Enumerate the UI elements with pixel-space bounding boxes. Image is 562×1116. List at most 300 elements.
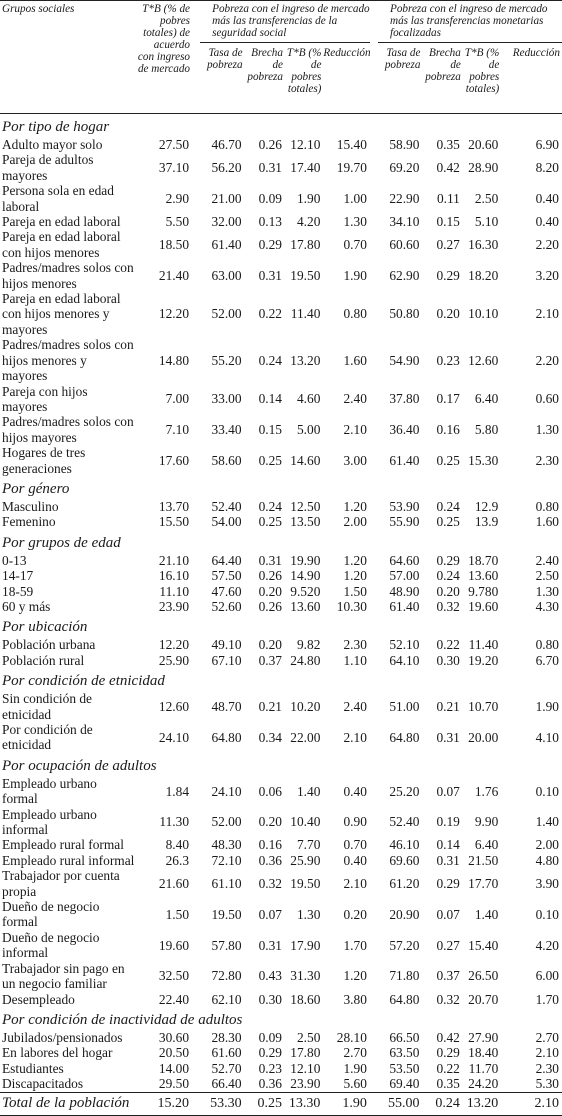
table-cell: 2.00 xyxy=(535,837,559,853)
table-cell: 0.07 xyxy=(436,906,460,922)
table-cell: 14.00 xyxy=(158,1060,190,1076)
table-cell: 69.40 xyxy=(389,1076,420,1092)
table-cell: 12.60 xyxy=(468,352,499,368)
table-cell: 9.520 xyxy=(290,583,321,599)
header-rate-2: Tasa de pobreza xyxy=(384,47,421,71)
header-gap-1: Brecha de pobreza xyxy=(247,47,283,83)
table-cell: 25.90 xyxy=(158,652,190,668)
table-cell: 12.10 xyxy=(290,137,321,152)
table-cell: 0.09 xyxy=(258,1029,282,1045)
table-cell: 0.16 xyxy=(258,837,282,853)
table-cell: 69.20 xyxy=(389,160,420,176)
table-cell: 21.50 xyxy=(468,852,499,868)
table-cell: 0.31 xyxy=(436,729,460,745)
table-row xyxy=(0,899,562,930)
table-cell: 27.90 xyxy=(468,1029,499,1045)
table-cell: 0.31 xyxy=(258,160,282,176)
table-cell: 23.90 xyxy=(290,1076,321,1092)
table-cell: 61.40 xyxy=(389,598,420,614)
row-label: Padres/madres solos con hijos menores y mayores xyxy=(2,337,134,384)
table-row xyxy=(0,1061,562,1076)
table-cell: 7.70 xyxy=(296,837,321,853)
table-cell: 5.00 xyxy=(296,422,321,438)
row-label: Pareja en edad laboral con hijos menores xyxy=(2,229,121,260)
table-cell: 24.80 xyxy=(290,652,321,668)
table-cell: 61.10 xyxy=(211,875,242,891)
row-label: Persona sola en edad laboral xyxy=(2,183,114,214)
table-cell: 10.20 xyxy=(290,698,321,714)
table-row xyxy=(0,637,562,652)
table-cell: 21.10 xyxy=(158,552,190,568)
row-label: Empleado urbano formal xyxy=(2,775,97,807)
table-cell: 37.10 xyxy=(158,160,190,176)
table-row xyxy=(0,992,562,1007)
table-cell: 9.82 xyxy=(296,637,321,653)
table-cell: 0.29 xyxy=(436,552,460,568)
table-row xyxy=(0,260,562,291)
table-cell: 57.00 xyxy=(389,568,420,584)
table-cell: 4.60 xyxy=(296,391,321,407)
table-cell: 61.40 xyxy=(211,237,242,253)
table-cell: 0.24 xyxy=(258,498,282,514)
table-cell: 10.30 xyxy=(336,598,367,614)
row-label: Hogares de tres generaciones xyxy=(2,445,86,476)
table-cell: 17.80 xyxy=(290,237,321,253)
table-row xyxy=(0,414,562,445)
table-cell: 16.10 xyxy=(158,568,190,584)
total-cell: 0.24 xyxy=(422,1092,462,1115)
table-cell: 19.50 xyxy=(211,906,242,922)
table-cell: 49.10 xyxy=(211,637,242,653)
table-cell: 0.10 xyxy=(535,783,559,799)
table-cell: 6.40 xyxy=(474,391,499,407)
table-row xyxy=(0,776,562,807)
row-label: Trabajador por cuenta propia xyxy=(2,868,120,899)
table-cell: 0.20 xyxy=(258,583,282,599)
table-cell: 52.00 xyxy=(211,814,242,830)
table-cell: 64.40 xyxy=(211,552,242,568)
row-label: Población rural xyxy=(2,652,85,668)
row-label: En labores del hogar xyxy=(2,1045,113,1061)
table-cell: 0.24 xyxy=(436,498,460,514)
table-cell: 21.00 xyxy=(211,190,242,206)
header-tb-2: T*B (% de pobres totales) xyxy=(464,47,500,95)
table-cell: 2.50 xyxy=(535,568,559,584)
table-cell: 14.60 xyxy=(290,452,321,468)
table-cell: 18.60 xyxy=(290,991,321,1007)
table-cell: 2.00 xyxy=(343,514,367,530)
table-cell: 19.50 xyxy=(290,875,321,891)
table-cell: 33.40 xyxy=(211,422,242,438)
table-cell: 0.31 xyxy=(258,552,282,568)
table-cell: 1.70 xyxy=(343,937,367,953)
table-row xyxy=(0,183,562,214)
table-row xyxy=(0,384,562,415)
table-cell: 0.90 xyxy=(343,814,367,830)
total-cell: 53.30 xyxy=(200,1092,244,1115)
table-cell: 3.80 xyxy=(343,991,367,1007)
table-cell: 0.20 xyxy=(343,906,367,922)
table-cell: 0.23 xyxy=(258,1060,282,1076)
table-row xyxy=(0,514,562,529)
table-row xyxy=(0,599,562,614)
table-cell: 0.11 xyxy=(436,190,460,206)
table-cell: 2.20 xyxy=(535,237,559,253)
table-cell: 0.15 xyxy=(258,422,282,438)
table-cell: 5.10 xyxy=(474,214,499,230)
table-cell: 5.50 xyxy=(165,214,190,230)
table-cell: 0.30 xyxy=(436,652,460,668)
table-cell: 0.29 xyxy=(258,237,282,253)
table-cell: 16.30 xyxy=(468,237,499,253)
table-cell: 61.60 xyxy=(211,1045,242,1061)
table-row xyxy=(0,1030,562,1045)
row-label: Pareja en edad laboral con hijos menores y mayores xyxy=(2,291,121,337)
table-cell: 1.10 xyxy=(343,652,367,668)
header-tb-1: T*B (% de pobres totales) xyxy=(286,47,322,95)
table-cell: 0.34 xyxy=(258,729,282,745)
table-cell: 50.80 xyxy=(389,306,420,322)
table-cell: 0.43 xyxy=(258,968,282,984)
table-cell: 1.30 xyxy=(343,214,367,230)
table-cell: 0.10 xyxy=(535,906,559,922)
total-cell: 55.00 xyxy=(378,1092,422,1115)
table-cell: 1.20 xyxy=(343,498,367,514)
row-label: Adulto mayor solo xyxy=(2,137,103,152)
table-cell: 20.00 xyxy=(468,729,499,745)
table-cell: 63.50 xyxy=(389,1045,420,1061)
table-cell: 17.40 xyxy=(290,160,321,176)
row-label: Padres/madres solos con hijos mayores xyxy=(2,414,134,445)
table-cell: 0.36 xyxy=(258,1076,282,1092)
table-cell: 15.50 xyxy=(158,514,190,530)
table-cell: 30.60 xyxy=(158,1029,190,1045)
table-cell: 28.10 xyxy=(336,1029,367,1045)
table-row xyxy=(0,722,562,753)
table-cell: 12.9 xyxy=(474,498,499,514)
table-row xyxy=(0,137,562,152)
row-label: Empleado rural informal xyxy=(2,852,135,868)
table-cell: 13.70 xyxy=(158,498,190,514)
table-cell: 17.80 xyxy=(290,1045,321,1061)
table-cell: 1.50 xyxy=(165,906,190,922)
table-cell: 64.10 xyxy=(389,652,420,668)
total-cell: 0.25 xyxy=(245,1092,285,1115)
table-cell: 0.80 xyxy=(535,498,559,514)
table-cell: 23.90 xyxy=(158,598,190,614)
table-cell: 20.70 xyxy=(468,991,499,1007)
table-cell: 54.90 xyxy=(389,352,420,368)
table-cell: 0.21 xyxy=(258,698,282,714)
table-cell: 2.40 xyxy=(343,698,367,714)
table-row xyxy=(0,837,562,852)
row-label: Estudiantes xyxy=(2,1060,64,1076)
table-cell: 64.80 xyxy=(389,991,420,1007)
header-focused-transfers-block: Pobreza con el ingreso de mercado más las transferencias monetarias focalizadas xyxy=(378,1,562,43)
table-row xyxy=(0,152,562,183)
table-cell: 18.20 xyxy=(468,267,499,283)
table-cell: 0.20 xyxy=(436,583,460,599)
table-cell: 0.22 xyxy=(436,1060,460,1076)
table-cell: 61.20 xyxy=(389,875,420,891)
table-cell: 0.21 xyxy=(436,698,460,714)
table-cell: 37.80 xyxy=(389,391,420,407)
table-cell: 32.50 xyxy=(158,968,190,984)
table-cell: 17.70 xyxy=(468,875,499,891)
table-cell: 1.20 xyxy=(343,968,367,984)
table-cell: 64.80 xyxy=(389,729,420,745)
table-cell: 18.50 xyxy=(158,237,190,253)
table-cell: 4.30 xyxy=(535,598,559,614)
table-cell: 2.30 xyxy=(535,1060,559,1076)
table-cell: 18.40 xyxy=(468,1045,499,1061)
table-cell: 2.20 xyxy=(535,352,559,368)
table-cell: 0.09 xyxy=(258,190,282,206)
table-cell: 19.90 xyxy=(290,552,321,568)
table-cell: 0.06 xyxy=(258,783,282,799)
section-title: Por condición de etnicidad xyxy=(2,673,165,690)
header-gap-2: Brecha de pobreza xyxy=(425,47,461,83)
table-cell: 58.60 xyxy=(211,452,242,468)
table-cell: 2.70 xyxy=(535,1029,559,1045)
row-label: Jubilados/pensionados xyxy=(2,1029,123,1045)
table-cell: 5.30 xyxy=(535,1076,559,1092)
table-cell: 1.84 xyxy=(165,783,190,799)
table-cell: 14.90 xyxy=(290,568,321,584)
table-cell: 2.10 xyxy=(535,306,559,322)
table-cell: 12.50 xyxy=(290,498,321,514)
table-cell: 46.10 xyxy=(389,837,420,853)
table-cell: 21.40 xyxy=(158,267,190,283)
table-cell: 0.23 xyxy=(436,352,460,368)
section-header xyxy=(0,614,562,637)
table-cell: 8.20 xyxy=(535,160,559,176)
table-cell: 2.50 xyxy=(474,190,499,206)
table-cell: 0.31 xyxy=(258,937,282,953)
table-row xyxy=(0,499,562,514)
table-cell: 60.60 xyxy=(389,237,420,253)
table-cell: 57.50 xyxy=(211,568,242,584)
table-cell: 52.40 xyxy=(389,814,420,830)
table-row xyxy=(0,868,562,899)
table-cell: 0.07 xyxy=(258,906,282,922)
table-cell: 22.90 xyxy=(389,190,420,206)
table-cell: 48.90 xyxy=(389,583,420,599)
table-cell: 0.24 xyxy=(258,352,282,368)
row-label: Por condición de etnicidad xyxy=(2,722,93,753)
table-cell: 6.70 xyxy=(535,652,559,668)
table-cell: 0.22 xyxy=(258,306,282,322)
row-label: 18-59 xyxy=(2,583,34,599)
section-header xyxy=(0,668,562,691)
table-cell: 0.29 xyxy=(436,875,460,891)
table-row xyxy=(0,1045,562,1060)
row-label: Pareja de adultos mayores xyxy=(2,152,94,183)
table-cell: 1.90 xyxy=(343,267,367,283)
section-title: Por ubicación xyxy=(2,619,88,636)
table-cell: 52.00 xyxy=(211,306,242,322)
table-cell: 11.40 xyxy=(468,637,499,653)
table-row xyxy=(0,568,562,583)
table-cell: 0.70 xyxy=(343,837,367,853)
table-cell: 15.40 xyxy=(468,937,499,953)
table-cell: 0.20 xyxy=(436,306,460,322)
table-cell: 0.31 xyxy=(258,267,282,283)
table-cell: 28.90 xyxy=(468,160,499,176)
header-social-security-block: Pobreza con el ingreso de mercado más las transferencias de la seguridad social xyxy=(200,1,370,43)
table-cell: 19.60 xyxy=(158,937,190,953)
row-label: Padres/madres solos con hijos menores xyxy=(2,260,134,291)
table-cell: 9.780 xyxy=(468,583,499,599)
table-cell: 1.60 xyxy=(535,514,559,530)
table-cell: 66.40 xyxy=(211,1076,242,1092)
table-cell: 24.10 xyxy=(158,729,190,745)
table-cell: 0.37 xyxy=(436,968,460,984)
table-cell: 3.90 xyxy=(535,875,559,891)
total-cell: 13.30 xyxy=(285,1092,323,1115)
table-cell: 46.70 xyxy=(211,137,242,152)
table-cell: 52.10 xyxy=(389,637,420,653)
table-cell: 0.60 xyxy=(535,391,559,407)
table-cell: 4.20 xyxy=(296,214,321,230)
table-row xyxy=(0,961,562,992)
table-cell: 64.60 xyxy=(389,552,420,568)
table-cell: 52.60 xyxy=(211,598,242,614)
table-cell: 14.80 xyxy=(158,352,190,368)
table-cell: 2.10 xyxy=(343,729,367,745)
table-cell: 0.30 xyxy=(258,991,282,1007)
table-cell: 1.40 xyxy=(474,906,499,922)
table-cell: 66.50 xyxy=(389,1029,420,1045)
table-cell: 0.35 xyxy=(436,137,460,152)
row-label: Dueño de negocio informal xyxy=(2,929,100,961)
table-cell: 1.20 xyxy=(343,568,367,584)
table-cell: 0.25 xyxy=(258,514,282,530)
row-label: Empleado rural formal xyxy=(2,837,124,853)
table-cell: 61.40 xyxy=(389,452,420,468)
table-cell: 2.50 xyxy=(296,1029,321,1045)
section-title: Por género xyxy=(2,480,70,497)
table-cell: 11.40 xyxy=(290,306,321,322)
table-cell: 0.29 xyxy=(258,1045,282,1061)
table-cell: 0.80 xyxy=(535,637,559,653)
table-cell: 48.70 xyxy=(211,698,242,714)
table-row xyxy=(0,229,562,260)
table-cell: 7.00 xyxy=(165,391,190,407)
table-cell: 20.90 xyxy=(389,906,420,922)
table-cell: 57.20 xyxy=(389,937,420,953)
total-cell: 15.20 xyxy=(135,1092,192,1115)
table-cell: 6.40 xyxy=(474,837,499,853)
table-cell: 0.14 xyxy=(258,391,282,407)
table-cell: 13.60 xyxy=(468,568,499,584)
table-cell: 2.40 xyxy=(343,391,367,407)
total-cell: 1.90 xyxy=(323,1092,370,1115)
table-cell: 0.40 xyxy=(343,852,367,868)
row-label: Población urbana xyxy=(2,637,96,653)
table-cell: 0.42 xyxy=(436,160,460,176)
table-cell: 13.20 xyxy=(290,352,321,368)
table-cell: 1.90 xyxy=(535,698,559,714)
table-cell: 13.60 xyxy=(290,598,321,614)
table-cell: 1.20 xyxy=(343,552,367,568)
table-cell: 72.80 xyxy=(211,968,242,984)
table-cell: 53.90 xyxy=(389,498,420,514)
table-cell: 1.50 xyxy=(343,583,367,599)
total-label: Total de la población xyxy=(0,1092,135,1115)
table-cell: 34.10 xyxy=(389,214,420,230)
table-cell: 2.70 xyxy=(343,1045,367,1061)
table-cell: 0.32 xyxy=(436,991,460,1007)
table-cell: 11.30 xyxy=(159,814,190,830)
table-cell: 0.31 xyxy=(436,852,460,868)
table-cell: 2.90 xyxy=(165,190,190,206)
section-title: Por grupos de edad xyxy=(2,534,121,551)
table-cell: 0.80 xyxy=(343,306,367,322)
table-cell: 0.17 xyxy=(436,391,460,407)
row-label: Masculino xyxy=(2,498,59,514)
table-cell: 0.32 xyxy=(436,598,460,614)
table-cell: 55.90 xyxy=(389,514,420,530)
table-cell: 17.90 xyxy=(290,937,321,953)
table-cell: 19.20 xyxy=(468,652,499,668)
table-cell: 0.22 xyxy=(436,637,460,653)
table-cell: 0.26 xyxy=(258,137,282,152)
row-label: 0-13 xyxy=(2,552,27,568)
table-cell: 6.00 xyxy=(535,968,559,984)
header-reduction-2: Reducción xyxy=(512,47,560,59)
row-label: Trabajador sin pago en un negocio familiar xyxy=(2,960,125,992)
table-cell: 0.29 xyxy=(436,1045,460,1061)
table-cell: 62.10 xyxy=(211,991,242,1007)
table-cell: 6.90 xyxy=(535,137,559,152)
table-cell: 12.10 xyxy=(290,1060,321,1076)
table-cell: 0.16 xyxy=(436,422,460,438)
table-cell: 11.10 xyxy=(159,583,190,599)
header-tb-market: T*B (% de pobres totales) de acuerdo con ingreso de mercado xyxy=(135,1,192,114)
table-cell: 19.70 xyxy=(336,160,367,176)
table-cell: 12.60 xyxy=(158,698,190,714)
table-cell: 26.3 xyxy=(165,852,190,868)
table-cell: 71.80 xyxy=(389,968,420,984)
table-cell: 0.15 xyxy=(436,214,460,230)
table-cell: 54.00 xyxy=(211,514,242,530)
table-cell: 0.25 xyxy=(258,452,282,468)
table-cell: 57.80 xyxy=(211,937,242,953)
total-row xyxy=(0,1092,562,1115)
table-cell: 33.00 xyxy=(211,391,242,407)
table-cell: 0.25 xyxy=(436,452,460,468)
table-cell: 69.60 xyxy=(389,852,420,868)
table-cell: 0.26 xyxy=(258,568,282,584)
table-cell: 51.00 xyxy=(389,698,420,714)
table-row xyxy=(0,930,562,961)
table-cell: 17.60 xyxy=(158,452,190,468)
table-cell: 1.40 xyxy=(535,814,559,830)
table-body xyxy=(0,114,562,1093)
table-cell: 72.10 xyxy=(211,852,242,868)
table-cell: 2.30 xyxy=(343,637,367,653)
table-cell: 0.26 xyxy=(258,598,282,614)
table-cell: 1.30 xyxy=(296,906,321,922)
table-cell: 12.20 xyxy=(158,306,190,322)
table-row xyxy=(0,291,562,337)
table-cell: 4.80 xyxy=(535,852,559,868)
table-cell: 52.70 xyxy=(211,1060,242,1076)
table-cell: 11.70 xyxy=(468,1060,499,1076)
table-cell: 0.29 xyxy=(436,267,460,283)
table-cell: 67.10 xyxy=(211,652,242,668)
